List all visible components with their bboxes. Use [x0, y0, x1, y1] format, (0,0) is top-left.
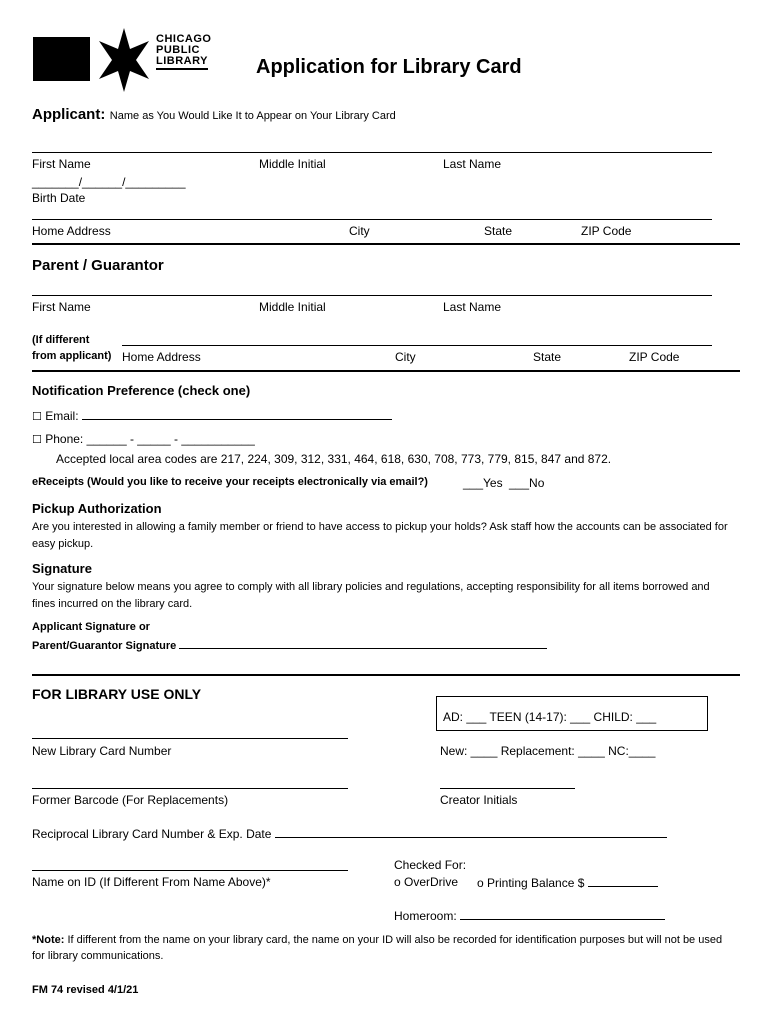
library-use-heading: FOR LIBRARY USE ONLY — [32, 686, 202, 702]
email-option — [32, 408, 392, 424]
email-checkbox-icon[interactable]: ☐ — [32, 410, 42, 423]
birth-date-label: Birth Date — [32, 191, 86, 205]
six-point-star-icon — [93, 27, 155, 93]
signature-heading: Signature — [32, 561, 92, 576]
note-text: If different from the name on your library card, the name on your ID will also be recorded for identification purposes but will not be used for library communications. — [32, 934, 723, 962]
note-label: *Note: — [32, 934, 65, 946]
applicant-first-name-label: First Name — [32, 157, 91, 171]
library-logo — [33, 27, 223, 93]
applicant-city-label: City — [349, 224, 370, 238]
applicant-heading-row — [32, 106, 396, 124]
age-category-text[interactable]: AD: ___ TEEN (14-17): ___ CHILD: ___ — [443, 710, 657, 724]
guarantor-city-label: City — [395, 350, 416, 364]
overdrive-option[interactable]: o OverDrive — [394, 875, 459, 889]
email-input[interactable] — [82, 408, 392, 420]
form-title: Application for Library Card — [256, 56, 522, 78]
notification-heading: Notification Preference (check one) — [32, 383, 251, 398]
new-replacement-field[interactable]: New: ____ Replacement: ____ NC:____ — [440, 744, 656, 758]
guarantor-home-address-label: Home Address — [122, 350, 201, 364]
logo-wordmark — [156, 34, 211, 70]
ereceipts-yes[interactable]: ___Yes — [463, 476, 503, 490]
creator-initials-line — [440, 788, 575, 789]
applicant-zip-label: ZIP Code — [581, 224, 632, 238]
applicant-name-line — [32, 152, 712, 153]
logo-black-square — [33, 37, 90, 81]
section-divider — [32, 243, 740, 245]
reciprocal-row — [32, 826, 667, 841]
section-divider — [32, 370, 740, 372]
creator-initials-label: Creator Initials — [440, 793, 518, 807]
form-number: FM 74 revised 4/1/21 — [32, 984, 139, 996]
email-label: Email: — [45, 409, 79, 423]
guarantor-address-line — [122, 345, 712, 346]
signature-row — [32, 637, 547, 653]
printing-balance-row — [477, 875, 658, 890]
new-card-number-line — [32, 738, 348, 739]
phone-option — [32, 432, 255, 447]
printing-balance-input[interactable] — [588, 875, 658, 887]
section-divider — [32, 674, 740, 676]
ereceipts-question: eReceipts (Would you like to receive your receipts electronically via email?) — [32, 476, 428, 488]
guarantor-first-name-label: First Name — [32, 300, 91, 314]
logo-line-public: PUBLIC — [156, 44, 200, 56]
guarantor-if-different-label: (If different — [32, 334, 90, 346]
signature-input[interactable] — [179, 637, 547, 649]
area-codes-note: Accepted local area codes are 217, 224, 309, 312, 331, 464, 618, 630, 708, 773, 779, 815, 847 and 872. — [56, 452, 612, 466]
new-card-number-label: New Library Card Number — [32, 744, 172, 758]
age-category-box — [436, 696, 708, 731]
homeroom-input[interactable] — [460, 908, 665, 920]
former-barcode-label: Former Barcode (For Replacements) — [32, 793, 229, 807]
phone-label[interactable]: Phone: ______ - _____ - ___________ — [45, 432, 255, 446]
guarantor-from-applicant-label: from applicant) — [32, 350, 112, 362]
checked-for-label: Checked For: — [394, 858, 467, 872]
pickup-text: Are you interested in allowing a family member or friend to have access to pickup your holds? Ask staff how the accounts can be associated for easy pickup. — [32, 521, 728, 550]
reciprocal-label: Reciprocal Library Card Number & Exp. Date — [32, 827, 272, 841]
guarantor-name-line — [32, 295, 712, 296]
name-on-id-line — [32, 870, 348, 871]
applicant-home-address-label: Home Address — [32, 224, 111, 238]
signature-label-line2: Parent/Guarantor Signature — [32, 640, 177, 652]
homeroom-row — [394, 908, 665, 923]
applicant-heading: Applicant: — [32, 106, 106, 123]
name-on-id-label: Name on ID (If Different From Name Above)* — [32, 875, 271, 889]
guarantor-middle-initial-label: Middle Initial — [259, 300, 326, 314]
signature-text: Your signature below means you agree to comply with all library policies and regulations, accepting responsibility for all items borrowed and fines incurred on the library card. — [32, 581, 710, 610]
guarantor-state-label: State — [533, 350, 562, 364]
birth-date-field[interactable]: _______/______/_________ — [32, 175, 186, 189]
applicant-last-name-label: Last Name — [443, 157, 502, 171]
former-barcode-line — [32, 788, 348, 789]
guarantor-heading: Parent / Guarantor — [32, 257, 164, 274]
applicant-subtext: Name as You Would Like It to Appear on Your Library Card — [109, 110, 396, 122]
pickup-heading: Pickup Authorization — [32, 501, 162, 516]
id-note — [32, 932, 737, 964]
applicant-address-line — [32, 219, 712, 220]
homeroom-label: Homeroom: — [394, 909, 457, 923]
printing-balance-option[interactable]: o Printing Balance $ — [477, 876, 585, 890]
ereceipts-no[interactable]: ___No — [509, 476, 545, 490]
reciprocal-input[interactable] — [275, 826, 667, 838]
phone-checkbox-icon[interactable]: ☐ — [32, 433, 42, 446]
signature-label-line1: Applicant Signature or — [32, 621, 150, 633]
applicant-middle-initial-label: Middle Initial — [259, 157, 326, 171]
logo-line-chicago: CHICAGO — [156, 33, 212, 45]
guarantor-zip-label: ZIP Code — [629, 350, 680, 364]
applicant-state-label: State — [484, 224, 513, 238]
logo-line-library: LIBRARY — [156, 56, 208, 70]
guarantor-last-name-label: Last Name — [443, 300, 502, 314]
